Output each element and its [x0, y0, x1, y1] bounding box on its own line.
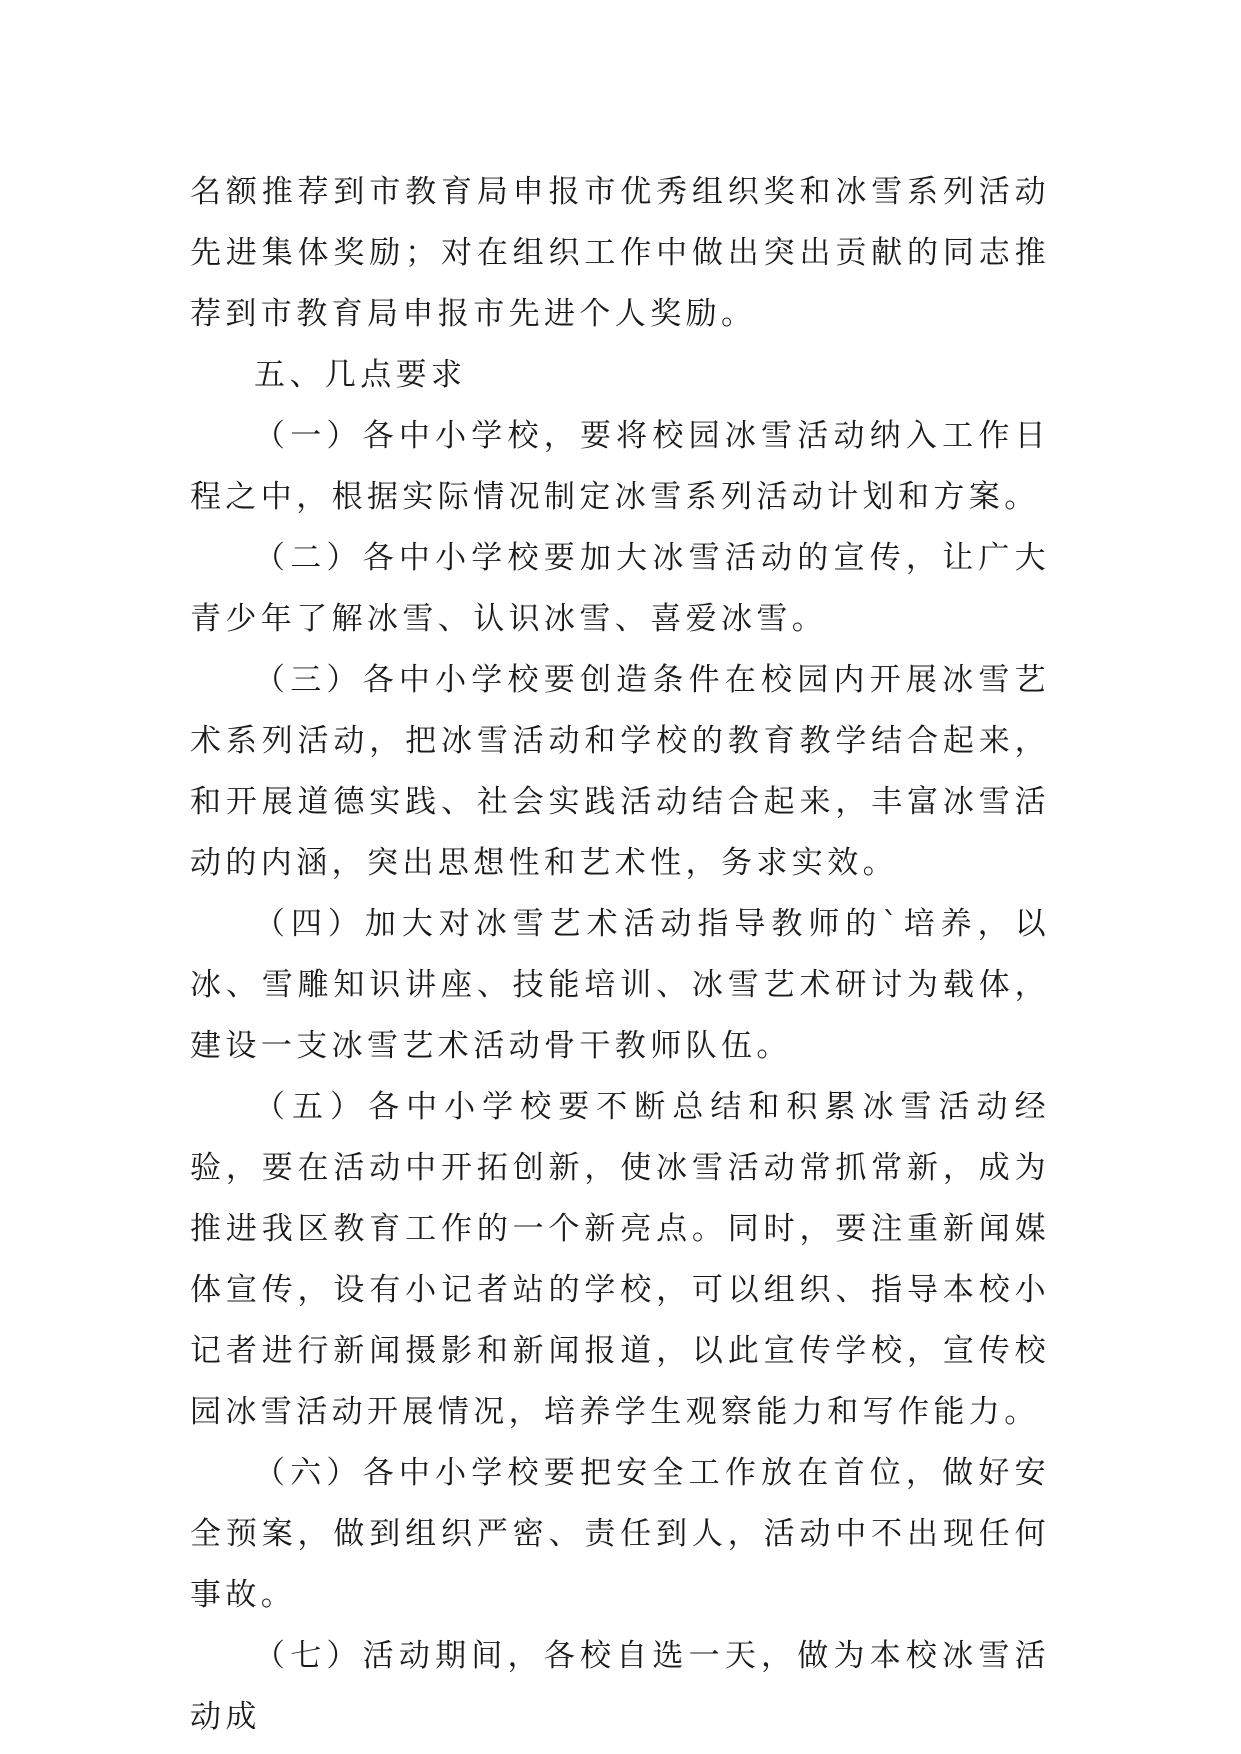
paragraph-item-1: （一）各中小学校，要将校园冰雪活动纳入工作日程之中，根据实际情况制定冰雪系列活动计划和方案。 [190, 418, 1050, 515]
paragraph-item-4: （四）加大对冰雪艺术活动指导教师的`培养，以冰、雪雕知识讲座、技能培训、冰雪艺术研讨为载体，建设一支冰雪艺术活动骨干教师队伍。 [190, 906, 1050, 1064]
paragraph-continuation: 名额推荐到市教育局申报市优秀组织奖和冰雪系列活动先进集体奖励；对在组织工作中做出突出贡献的同志推荐到市教育局申报市先进个人奖励。 [190, 174, 1050, 332]
document-body [190, 162, 1050, 1748]
paragraph-item-3: （三）各中小学校要创造条件在校园内开展冰雪艺术系列活动，把冰雪活动和学校的教育教学结合起来，和开展道德实践、社会实践活动结合起来，丰富冰雪活动的内涵，突出思想性和艺术性，务求实效。 [190, 662, 1050, 881]
paragraph-item-6: （六）各中小学校要把安全工作放在首位，做好安全预案，做到组织严密、责任到人，活动中不出现任何事故。 [190, 1455, 1050, 1613]
paragraph-item-7: （七）活动期间，各校自选一天，做为本校冰雪活动成 [190, 1638, 1050, 1735]
paragraph-item-2: （二）各中小学校要加大冰雪活动的宣传，让广大青少年了解冰雪、认识冰雪、喜爱冰雪。 [190, 540, 1050, 637]
section-heading-requirements: 五、几点要求 [254, 357, 467, 393]
paragraph-item-5: （五）各中小学校要不断总结和积累冰雪活动经验，要在活动中开拓创新，使冰雪活动常抓常新，成为推进我区教育工作的一个新亮点。同时，要注重新闻媒体宣传，设有小记者站的学校，可以组织、指导本校小记者进行新闻摄影和新闻报道，以此宣传学校，宣传校园冰雪活动开展情况，培养学生观察能力和写作能力。 [190, 1089, 1050, 1430]
